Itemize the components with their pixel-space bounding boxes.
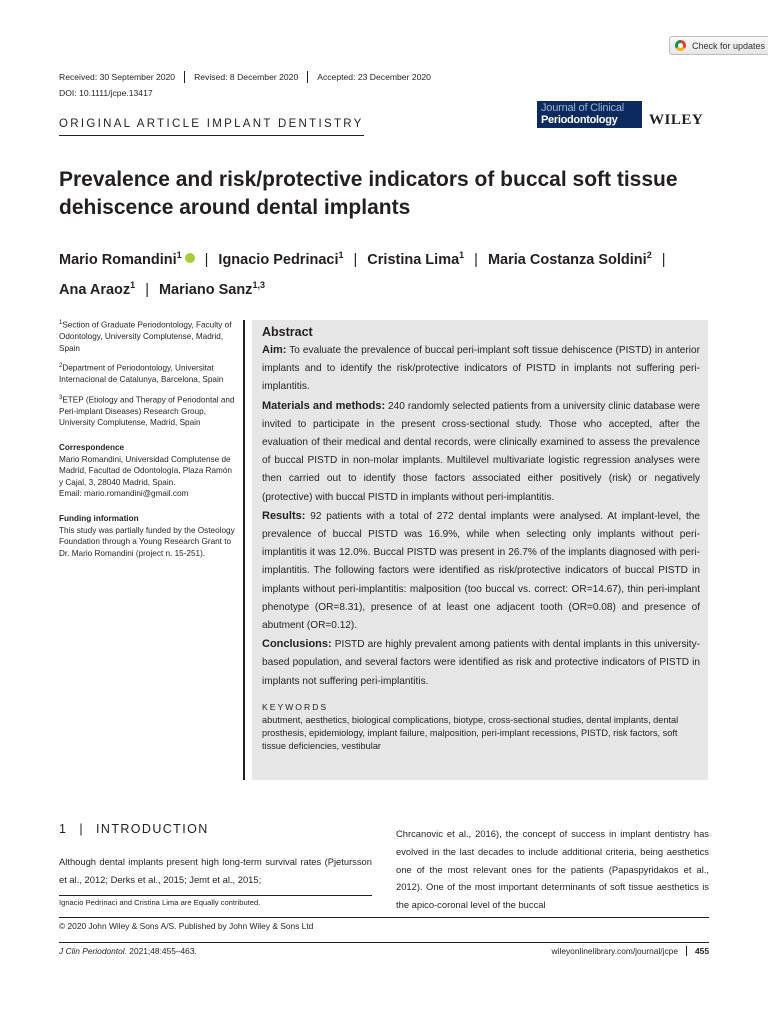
article-title: Prevalence and risk/protective indicators of buccal soft tissue dehiscence around dental implants [59, 168, 678, 219]
check-for-updates-button[interactable] [669, 36, 768, 55]
citation: J Clin Periodontol. 2021;48:455–463. [59, 946, 197, 956]
author[interactable]: Ana Araoz$^1$ [59, 279, 136, 298]
introduction-left-text: Although dental implants present high long-term survival rates (Pjetursson et al., 2012; Derks et al., 2015; Jemt et al., 2015; [59, 856, 372, 885]
affiliation-column [59, 318, 237, 559]
author-list [59, 243, 719, 303]
abstract-box [252, 320, 708, 780]
footnote-divider [59, 895, 372, 896]
author-separator: | [661, 251, 666, 268]
correspondence-email[interactable]: Email: mario.romandini@gmail.com [59, 489, 189, 499]
affiliation: $^3$ETEP (Etiology and Therapy of Periodontal and Peri-implant Diseases) Research Group, University Complutense, Madrid, Spain [59, 394, 235, 428]
received-date: Received: 30 September 2020 [59, 72, 176, 82]
copyright-divider [59, 917, 709, 918]
journal-logo-line1: Journal of Clinical [541, 102, 625, 114]
introduction-right-text: Chrcanovic et al., 2016), the concept of success in implant dentistry has evolved in the last decades to include additional criteria, being aesthetics one of the most relevant ones for the patients (Papaspyridakos et al., 2012). One of the most important determinants of soft tissue aesthetics is the apico-coronal level of the buccal [396, 828, 709, 911]
revised-date: Revised: 8 December 2020 [184, 71, 307, 83]
author[interactable]: Maria Costanza Soldini$^2$ [487, 250, 652, 268]
author-separator: | [204, 251, 209, 268]
abstract-results: Results: 92 patients with a total of 272 dental implants were analysed. At implant-level, the prevalence of buccal PISTD was 16.9%, while when selecting only implants without peri-implantitis it was 12.0%. Buccal PISTD was present in 26.7% of the implants diagnosed with peri-implantitis. The following factors were identified as risk/protective indicators of buccal PISTD in implants without peri-implantitis: malposition (too buccal vs. correct: OR=14.67), thin peri-implant phenotype (OR=8.31), presence of at least one adjacent tooth (OR=0.08) and presence of abutment (OR=0.12). [262, 509, 700, 632]
accepted-date: Accepted: 23 December 2020 [307, 71, 440, 83]
section-divider [59, 135, 364, 136]
funding-heading: Funding information [59, 514, 139, 524]
journal-logo [537, 101, 642, 128]
author-separator: | [353, 251, 358, 268]
abstract-rule [243, 320, 245, 780]
author-separator: | [474, 251, 478, 268]
doi[interactable]: DOI: 10.1111/jcpe.13417 [59, 88, 153, 98]
publisher-logo: WILEY [649, 112, 704, 128]
author[interactable]: Mariano Sanz$^{1,3}$ [158, 279, 265, 298]
author[interactable]: Ignacio Pedrinaci$^1$ [218, 250, 344, 268]
abstract-aim: Aim: To evaluate the prevalence of buccal peri-implant soft tissue dehiscence (PISTD) in anterior implants and to identify the risk/protective indicators of PISTD in implants not suffering peri-implantitis. [262, 344, 700, 393]
keywords-list: abutment, aesthetics, biological complications, biotype, cross-sectional studies, dental implants, dental prosthesis, epidemiology, implant failure, malposition, peri-implant recessions, PISTD, risk factors, soft tissue deficiencies, vestibular [262, 714, 679, 752]
correspondence-heading: Correspondence [59, 443, 125, 453]
footer-divider [59, 942, 709, 943]
journal-logo-line2: Periodontology [541, 114, 618, 126]
orcid-icon[interactable] [185, 253, 195, 263]
section-label: ORIGINAL ARTICLE IMPLANT DENTISTRY [59, 118, 364, 130]
check-for-updates-label: Check for updates [692, 40, 766, 51]
funding-text: This study was partially funded by the Osteology Foundation through a Young Research Grant to Dr. Mario Romandini (project n. 15-251). [59, 525, 235, 558]
author[interactable]: Cristina Lima$^1$ [367, 250, 465, 268]
copyright: © 2020 John Wiley & Sons A/S. Published by John Wiley & Sons Ltd [59, 921, 314, 931]
abstract-heading: Abstract [262, 325, 313, 339]
correspondence-text: Mario Romandini, Universidad Complutense de Madrid, Facultad de Odontología, Plaza Ramón y Cajal, 3, 28040 Madrid, Spain. [59, 454, 232, 487]
author-separator: | [145, 281, 149, 298]
affiliation: $^2$Department of Periodontology, Universitat Internacional de Catalunya, Barcelona, Spain [59, 362, 224, 385]
journal-url[interactable]: wileyonlinelibrary.com/journal/jcpe [551, 946, 679, 956]
crossmark-icon [675, 40, 686, 51]
abstract-conclusions: Conclusions: PISTD are highly prevalent among patients with dental implants in this university-based population, and several factors were identified as risk and protective indicators of PISTD in implants not suffering peri-implantitis. [262, 638, 700, 687]
author[interactable]: Mario Romandini$^1$ [59, 250, 182, 268]
introduction-heading: 1 | INTRODUCTION [59, 822, 209, 836]
keywords-heading: KEYWORDS [262, 701, 329, 712]
footnote: Ignacio Pedrinaci and Cristina Lima are Equally contributed. [59, 898, 261, 907]
abstract-methods: Materials and methods: 240 randomly selected patients from a university clinic database were invited to participate in the present cross-sectional study. Those who accepted, after the evaluation of their medical and dental records, were clinically examined to assess the prevalence of buccal PISTD in non-molar implants. Multilevel multivariate logistic regression analyses were then carried out to identify those factors associated either positively (risk) or negatively (protective) with buccal PISTD in implants without peri-implantitis. [262, 399, 700, 503]
page-number: 455 [686, 946, 709, 956]
footer-right [552, 946, 709, 956]
article-dates [59, 71, 440, 83]
affiliation: $^1$Section of Graduate Periodontology, Faculty of Odontology, University Complutense, Madrid, Spain [59, 320, 232, 353]
